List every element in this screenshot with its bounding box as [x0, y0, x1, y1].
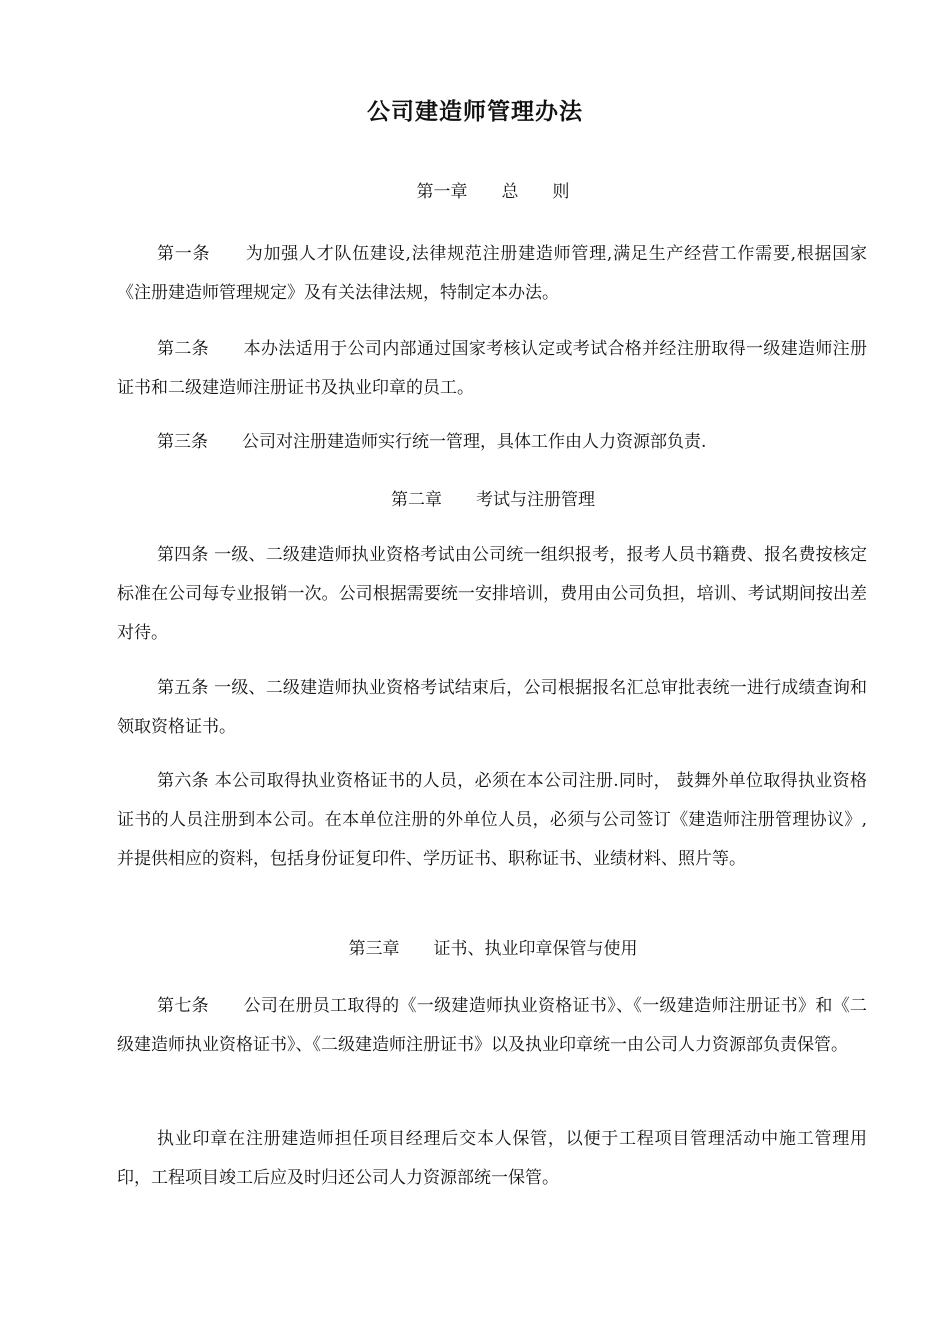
article-label: 第五条 — [157, 678, 215, 698]
article-5 — [117, 669, 867, 747]
document-title: 公司建造师管理办法 — [367, 98, 583, 125]
article-3 — [117, 423, 867, 462]
article-text: 为加强人才队伍建设,法律规范注册建造师管理,满足生产经营工作需要,根据国家《注册建造师管理规定》及有关法律法规，特制定本办法。 — [117, 244, 868, 303]
article-4 — [117, 536, 867, 653]
article-text: 执业印章在注册建造师担任项目经理后交本人保管，以便于工程项目管理活动中施工管理用印，工程项目竣工后应及时归还公司人力资源部统一保管。 — [117, 1129, 867, 1188]
article-text: 本公司取得执业资格证书的人员，必须在本公司注册.同时， 鼓舞外单位取得执业资格证书的人员注册到本公司。在本单位注册的外单位人员，必须与公司签订《建造师注册管理协议》,并提供相应的资料，包括身份证复印件、学历证书、职称证书、业绩材料、照片等。 — [117, 771, 867, 869]
article-label: 第三条 — [157, 432, 242, 452]
article-2 — [117, 330, 867, 408]
article-label: 第一条 — [157, 244, 246, 264]
article-7 — [117, 987, 867, 1065]
article-6 — [117, 762, 867, 879]
chapter-heading-1: 第一章 总 则 — [416, 182, 570, 202]
article-text: 公司对注册建造师实行统一管理，具体工作由人力资源部负责. — [242, 432, 707, 452]
article-text: 公司在册员工取得的《一级建造师执业资格证书》、《一级建造师注册证书》和《二级建造师执业资格证书》、《二级建造师注册证书》以及执业印章统一由公司人力资源部负责保管。 — [117, 996, 868, 1055]
article-7-paragraph-2 — [117, 1120, 867, 1198]
article-1 — [117, 235, 867, 313]
article-label: 第四条 — [157, 545, 215, 565]
article-text: 一级、二级建造师执业资格考试由公司统一组织报考，报考人员书籍费、报名费按核定标准在公司每专业报销一次。公司根据需要统一安排培训，费用由公司负担，培训、考试期间按出差对待。 — [117, 545, 868, 643]
article-label: 第二条 — [157, 339, 244, 359]
article-text: 本办法适用于公司内部通过国家考核认定或考试合格并经注册取得一级建造师注册证书和二级建造师注册证书及执业印章的员工。 — [117, 339, 867, 398]
chapter-heading-3: 第三章 证书、执业印章保管与使用 — [348, 939, 638, 959]
chapter-heading-2: 第二章 考试与注册管理 — [391, 490, 595, 510]
article-label: 第七条 — [157, 996, 244, 1016]
article-text: 一级、二级建造师执业资格考试结束后，公司根据报名汇总审批表统一进行成绩查询和领取资格证书。 — [117, 678, 868, 737]
article-label: 第六条 — [157, 771, 215, 791]
